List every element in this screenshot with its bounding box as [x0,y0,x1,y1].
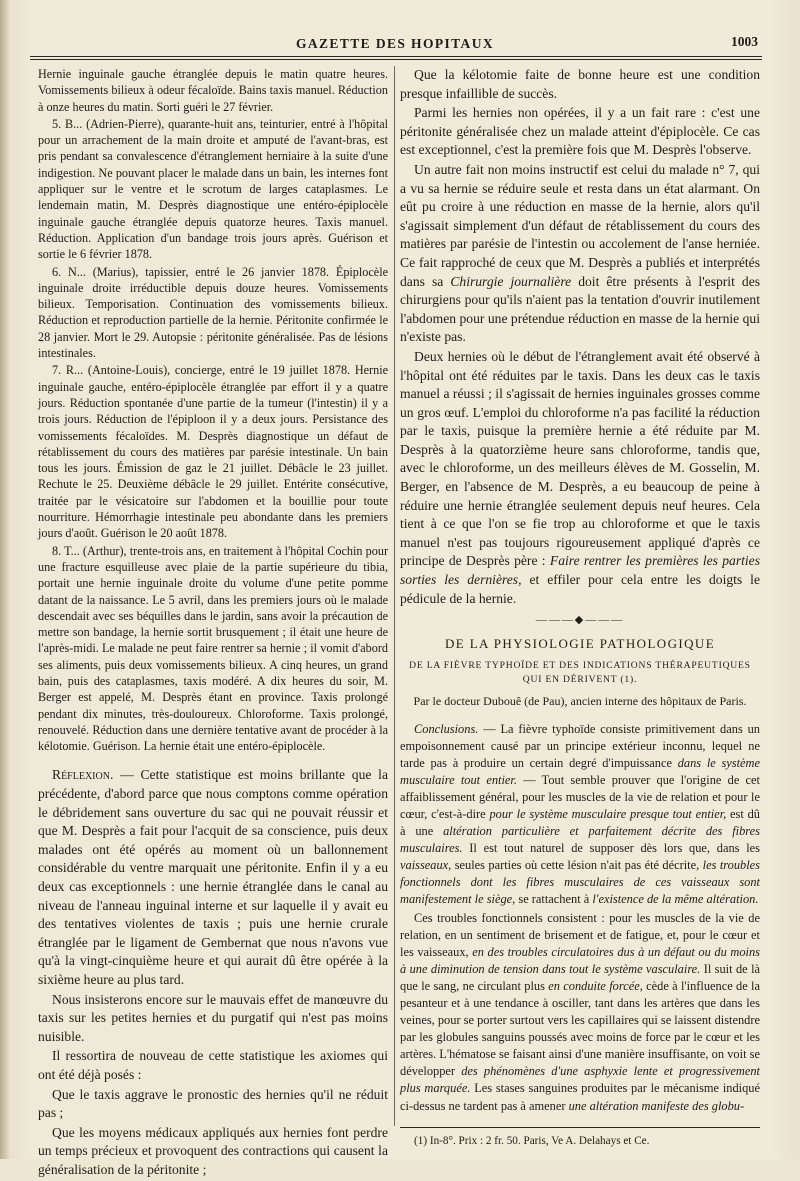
right-column [400,66,760,1149]
case-paragraph: 5. B... (Adrien-Pierre), quarante-huit ans, teinturier, entré à l'hôpital pour un arrachement de la main droite et amputé de l'avant-bras, est pris pendant sa convalescence d'étranglement herniaire à la suite d'une indigestion. Ne pouvant placer le malade dans un bain, les internes font appliquer sur le ventre et le scrotum de larges cataplasmes. Le lendemain matin, M. Desprès diagnostique une entéro-épiplocèle inguinale gauche étranglée depuis quatorze heures. Taxis manuel. Réduction. Application d'un bandage trois jours après. Guérison et sortie le 6 février 1878. [38,116,388,262]
case-paragraph: 6. N... (Marius), tapissier, entré le 26 janvier 1878. Épiplocèle inguinale droite irréductible depuis douze heures. Vomissements bilieux. Temporisation. Continuation des vomissements bilieux. Réduction et reproduction partielle de la hernie. Péritonite confirmée le 28 janvier. Mort le 29. Autopsie : péritonite généralisée. Pas de lésions intestinales. [38,264,388,361]
article-text: Ces troubles fonctionnels consistent : pour les muscles de la vie de relation, en un sentiment de brisement et de fatigue, et, pour le cœur et les vaisseaux, [400,910,760,959]
conclusions-label: Conclusions. [414,721,479,736]
footnote: (1) In-8°. Prix : 2 fr. 50. Paris, Ve A. Delahays et Ce. [414,1134,650,1147]
header-rule [30,56,762,57]
discussion-paragraph [400,348,760,608]
section-ornament: ———◆——— [535,614,625,627]
case-paragraph: 8. T... (Arthur), trente-trois ans, en traitement à l'hôpital Cochin pour une fracture esquilleuse avec plaie de la partie supérieure du tibia, portait une hernie inguinale droite du volume d'une petite pomme datant de la naissance. Le 5 avril, dans les premiers jours où le malade descendait avec ses béquilles dans le jardin, sans avoir la précaution de mettre son bandage, la hernie sortit brusquement ; il était une heure de l'après-midi. Le malade ne peut faire rentrer sa hernie ; il vomit d'abord ses aliments, puis deux vomissements bilieux. A cinq heures, un grand bain, puis des cataplasmes, taxis modéré. A dix heures du soir, M. Berger est appelé, M. Desprès étant en province. Taxis prolongé pendant dix minutes, très-douloureux. Chloroforme. Taxis prolongé, renouvelé. Réduction dans une dernière tentative avant de procéder à la kélotomie. Guérison. La hernie était une entéro-épiplocèle. [38,543,388,754]
header-rule-thin [30,59,762,60]
article-emphasis: en conduite forcée, [548,978,643,993]
article-text: — La fièvre typhoïde consiste primitivement dans un empoisonnement causé par un principe extérieur inconnu, lequel ne tarde pas à produire un certain degré d'impuissance [400,721,760,770]
reflexion-paragraph: Que les moyens médicaux appliqués aux hernies font perdre un temps précieux et provoquent des contractions qui causent la généralisation de la péritonite ; [38,1124,388,1177]
article-text: Il est tout naturel de supposer dès lors que, dans les [462,841,760,856]
discussion-paragraph [400,161,760,347]
cited-work-title: Chirurgie journalière [450,273,572,289]
article-emphasis: des phénomènes d'une asphyxie lente et progressivement plus marquée. [400,1064,760,1096]
article-emphasis: en des troubles circulatoires dus à un défaut ou du moins à une diminution de tension dans tout le système vasculaire. [400,944,760,976]
article-text: Les stases sanguines produites par le mécanisme indiqué ci-dessus ne tardent pas à amener [400,1081,760,1113]
journal-title: GAZETTE DES HOPITAUX [295,36,495,51]
case-paragraph: 7. R... (Antoine-Louis), concierge, entré le 19 juillet 1878. Hernie inguinale gauche, entéro-épiplocèle étranglée par effort il y a quatre jours. Réduction spontanée d'une partie de la tumeur (l'intestin) il y a trois jours. Réduction de l'épiploon il y a deux jours. Persistance des vomissements fécaloïdes. M. Desprès diagnostique un défaut de rétablissement du cours des matières par parésie intestinale. Un bain tous les jours. Émission de gaz le 21 juillet. Débâcle le 23 juillet. Rechute le 25. Deuxième débâcle le 29 juillet. Entérite consécutive, traitée par le vésicatoire sur l'abdomen et la bouillie pour toute nourriture. Hémorrhagie intestinale peu abondante dans les premiers jours d'août. Guérison le 20 août 1878. [38,363,388,541]
discussion-text: et effiler pour cela entre les doigts le pédicule de la hernie. [400,572,760,606]
article-text: seules parties où cette lésion n'ait pas été décrite, [451,858,700,873]
article-emphasis: une altération manifeste des globu- [568,1098,745,1113]
reflexion-section [38,766,388,1179]
page-header [30,30,760,52]
reflexion-label: Réflexion. [52,767,114,783]
reflexion-paragraph: Que le taxis aggrave le pronostic des hernies qu'il ne réduit pas ; [38,1086,388,1121]
article-emphasis: dans le système musculaire tout entier. [400,755,760,787]
case-paragraph: Hernie inguinale gauche étranglée depuis le matin quatre heures. Vomissements bilieux à odeur fécaloïde. Bains taxis manuel. Réduction à onze heures du matin. Sorti guéri le 27 février. [38,67,388,114]
article-byline: Par le docteur Dubouê (de Pau), ancien interne des hôpitaux de Paris. [413,694,747,709]
article-text: — Tout semble prouver que l'origine de cet affaiblissement général, pour les muscles de la vie de relation et pour le cœur, c'est-à-dire [400,772,760,821]
page-spine-shadow [0,0,10,1159]
reflexion-paragraph: Nous insisterons encore sur le mauvais effet de manœuvre du taxis sur les petites hernies et du purgatif qui n'est pas moins nuisible. [38,991,388,1044]
left-column [38,66,388,1181]
article-paragraph [400,721,760,909]
article-text: cède à l'influence de la pesanteur et à une tendance à osciller, tant dans les artères que dans les veines, pour se porter surtout vers les capillaires qui se laissent distendre par les globules sanguins poussés avec moins de force par le cœur et les artères. L'hématose se faisant ainsi d'une manière insuffisante, on voit se développer [400,978,760,1079]
article-body [400,721,760,1115]
case-list [38,66,388,754]
article-emphasis: pour le système musculaire presque tout entier, [489,806,727,821]
page-number: 1003 [731,34,758,49]
column-divider [394,66,395,1126]
article-text: se rattachent à [515,892,590,907]
discussion-paragraph: Parmi les hernies non opérées, il y a un fait rare : c'est une péritonite généralisée chez un malade atteint d'épiplocèle. Ce cas est exceptionnel, c'est la première fois que M. Desprès l'observe. [400,105,760,158]
principle-quote: Faire rentrer les premières les parties sorties les dernières, [400,553,761,588]
reflexion-paragraph [38,766,388,989]
reflexion-text: — Cette statistique est moins brillante que la précédente, d'abord parce que nous comptons comme opération le débridement sans ouverture du sac qui ne pouvait réussir et que M. Desprès a fait pour l'acquit de sa conscience, puis deux malades ont été opérés au moment où un ballonnement considérable du ventre marquait une péritonite. Enfin il y a eu deux cas exceptionnels : une hernie étranglée dans le canal au niveau de l'anneau inguinal interne et sur laquelle il y avait eu des tentatives violentes de taxis ; puis une hernie crurale étranglée par le ligament de Gembernat que nous n'avons vue qu'à la vingt-cinquième heure et qui aurait dû être opérée à la sixième heure au plus tard. [38,767,388,987]
discussion-text: doit être présents à l'esprit des chirurgiens pour qu'ils n'aient pas la tentation d'ouvrir inutilement l'abdomen pour une prétendue réduction en masse de la hernie qui n'existe pas. [400,273,761,345]
article-emphasis: l'existence de la même altération. [592,892,759,907]
footnote-rule [400,1127,760,1128]
article-subtitle: DE LA FIÈVRE TYPHOÏDE ET DES INDICATIONS THÉRAPEUTIQUES QUI EN DÉRIVENT (1). [409,660,751,686]
article-paragraph [400,910,760,1115]
article-text: Il suit de là que le sang, ne circulant plus [400,961,761,993]
article-title: DE LA PHYSIOLOGIE PATHOLOGIQUE [444,636,716,652]
reflexion-paragraph: Il ressortira de nouveau de cette statistique les axiomes qui ont été déjà posés : [38,1048,388,1082]
discussion-text: Un autre fait non moins instructif est celui du malade n° 7, qui a vu sa hernie se réduire seule et resta dans un état alarmant. On eût pu croire à une réduction en masse de la hernie, alors qu'il s'agissait simplement d'un défaut de rétablissement du cours des matières par parésie de l'intestin ou accolement de l'anse herniée. Ce fait rapproché de ceux que M. Desprès a publiés et interprétés dans sa [400,161,760,289]
discussion-paragraph: Que la kélotomie faite de bonne heure est une condition presque infaillible de succès. [400,67,760,101]
article-emphasis: altération particulière et parfaitement décrite des fibres musculaires. [400,824,760,856]
article-emphasis: les troubles fonctionnels dont les fibres musculaires de ces vaisseaux sont manifestement le siège, [400,858,760,907]
hernia-discussion [400,66,760,608]
discussion-text: Deux hernies où le début de l'étranglement avait été observé à l'hôpital ont été réduites par le taxis. Dans les deux cas le taxis manuel a réussi ; il s'agissait de hernies inguinales grosses comme un gros œuf. L'emploi du chloroforme n'a pas facilité la réduction par le taxis, puisque la première hernie a été réduite par M. Desprès à la quatorzième heure sans chloroforme, tandis que, avec le chloroforme, un des meilleurs élèves de M. Gosselin, M. Berger, en l'absence de M. Desprès, a eu beaucoup de peine à réduire une hernie étranglée seulement depuis neuf heures. Cela tient à ce que l'on se fie trop au chloroforme et que le taxis manuel n'est pas toujours rigoureusement appliqué d'après ce principe de Desprès père : [400,348,760,569]
article-emphasis: vaisseaux, [400,858,452,873]
article-text: est dû à une [400,806,760,839]
